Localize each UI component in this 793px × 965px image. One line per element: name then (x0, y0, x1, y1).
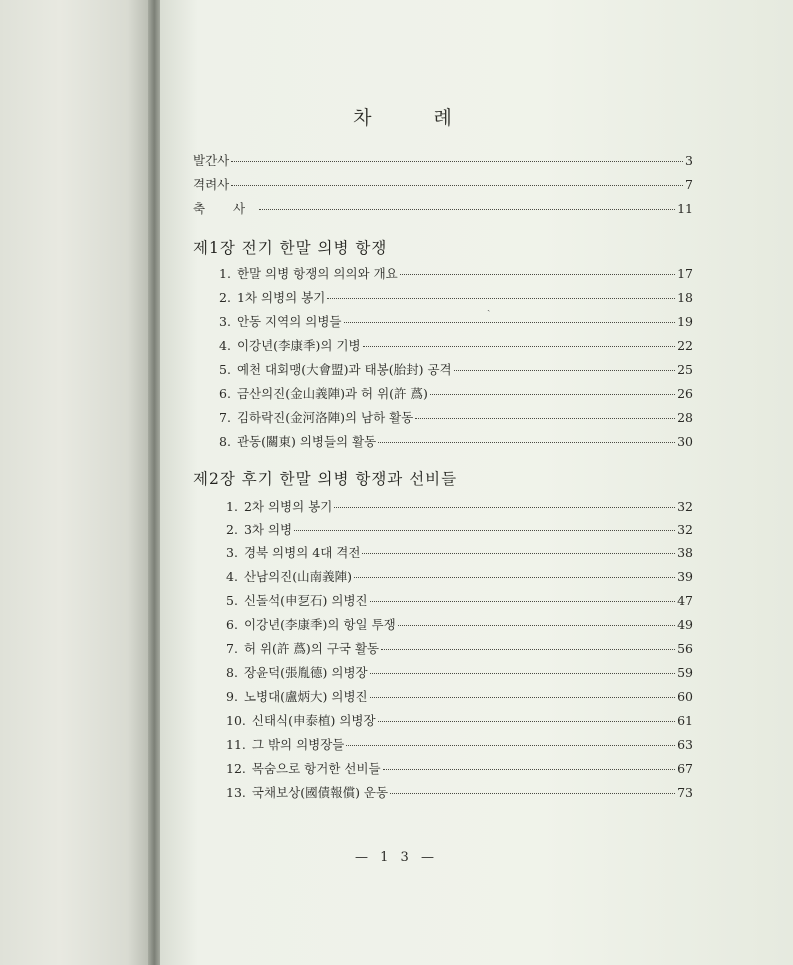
toc-page-number: 63 (677, 737, 693, 752)
leader-dots (398, 625, 675, 626)
toc-item[interactable] (226, 785, 693, 801)
toc-page-number: 30 (677, 434, 693, 449)
leader-dots (354, 577, 675, 578)
toc-label: 한말 의병 항쟁의 의의와 개요 (236, 266, 398, 281)
toc-page-number: 39 (677, 569, 693, 584)
toc-item[interactable] (226, 569, 693, 585)
toc-label: 국채보상(國債報償) 운동 (251, 785, 389, 800)
toc-page-number: 22 (677, 338, 693, 353)
toc-page-number: 73 (677, 785, 693, 800)
toc-label: 신돌석(申乭石) 의병진 (243, 593, 368, 608)
stray-mark: ˎ (487, 301, 491, 312)
toc-number: 12. (226, 761, 246, 776)
toc-item[interactable] (219, 314, 693, 330)
toc-item[interactable] (219, 434, 693, 450)
leader-dots (430, 394, 675, 395)
toc-label: 경북 의병의 4대 격전 (243, 545, 361, 560)
toc-front-matter-1[interactable] (193, 153, 693, 169)
leader-dots (370, 601, 675, 602)
toc-number: 5. (219, 362, 231, 377)
toc-number: 2. (226, 522, 238, 537)
toc-number: 8. (226, 665, 238, 680)
toc-item[interactable] (226, 641, 693, 657)
toc-item[interactable] (226, 689, 693, 705)
toc-label: 신태식(申泰植) 의병장 (251, 713, 376, 728)
toc-page-number: 26 (677, 386, 693, 401)
toc-label: 격려사 (193, 177, 230, 192)
leader-dots (370, 673, 675, 674)
toc-item[interactable] (226, 761, 693, 777)
chapter-2-heading: 제2장 후기 한말 의병 항쟁과 선비들 (193, 470, 458, 488)
toc-item[interactable] (226, 545, 693, 561)
toc-label: 노병대(盧炳大) 의병진 (243, 689, 368, 704)
leader-dots (344, 322, 676, 323)
toc-label: 허 위(許 蔿)의 구국 활동 (243, 641, 380, 656)
toc-number: 3. (226, 545, 238, 560)
toc-number: 7. (226, 641, 238, 656)
toc-item[interactable] (219, 338, 693, 354)
toc-page-number: 19 (677, 314, 693, 329)
toc-page-number: 3 (685, 153, 693, 168)
leader-dots (370, 697, 675, 698)
leader-dots (346, 745, 675, 746)
toc-number: 6. (219, 386, 231, 401)
toc-label: 이강년(李康秊)의 기병 (236, 338, 361, 353)
toc-page-number: 32 (677, 522, 693, 537)
toc-page-number: 25 (677, 362, 693, 377)
toc-label: 김하락진(金河洛陣)의 남하 활동 (236, 410, 414, 425)
toc-number: 7. (219, 410, 231, 425)
toc-item[interactable] (226, 665, 693, 681)
toc-item[interactable] (226, 522, 693, 538)
leader-dots (362, 553, 675, 554)
toc-number: 8. (219, 434, 231, 449)
leader-dots (363, 346, 675, 347)
leader-dots (294, 530, 675, 531)
toc-number: 6. (226, 617, 238, 632)
page-folio: — 1 3 — (355, 850, 438, 865)
chapter-1-heading: 제1장 전기 한말 의병 항쟁 (193, 239, 388, 257)
toc-item[interactable] (219, 290, 693, 306)
leader-dots (378, 442, 675, 443)
toc-page-number: 56 (677, 641, 693, 656)
toc-page-number: 32 (677, 499, 693, 514)
leader-dots (390, 793, 675, 794)
toc-label: 금산의진(金山義陣)과 허 위(許 蔿) (236, 386, 428, 401)
leader-dots (383, 769, 676, 770)
leader-dots (259, 209, 675, 210)
toc-label: 이강년(李康秊)의 항일 투쟁 (243, 617, 396, 632)
toc-front-matter-3[interactable] (193, 201, 693, 217)
leader-dots (334, 507, 675, 508)
toc-page-number: 38 (677, 545, 693, 560)
leader-dots (231, 161, 683, 162)
toc-number: 5. (226, 593, 238, 608)
toc-label: 목숨으로 항거한 선비들 (251, 761, 381, 776)
toc-page-number: 17 (677, 266, 693, 281)
toc-number: 1. (226, 499, 238, 514)
toc-number: 3. (219, 314, 231, 329)
toc-label: 3차 의병 (243, 522, 293, 537)
toc-item[interactable] (226, 737, 693, 753)
toc-page-number: 28 (677, 410, 693, 425)
leader-dots (381, 649, 675, 650)
toc-number: 4. (226, 569, 238, 584)
leader-dots (231, 185, 683, 186)
toc-item[interactable] (226, 617, 693, 633)
toc-label: 그 밖의 의병장들 (251, 737, 345, 752)
toc-page-number: 67 (677, 761, 693, 776)
toc-label: 장윤덕(張胤德) 의병장 (243, 665, 368, 680)
page-title: 차 례 (353, 107, 480, 129)
toc-page-number: 49 (677, 617, 693, 632)
toc-page-number: 11 (677, 201, 693, 216)
toc-item[interactable] (219, 266, 693, 282)
leader-dots (378, 721, 676, 722)
leader-dots (400, 274, 675, 275)
toc-number: 1. (219, 266, 231, 281)
toc-item[interactable] (219, 410, 693, 426)
toc-label: 발간사 (193, 153, 230, 168)
toc-page-number: 60 (677, 689, 693, 704)
toc-label: 관동(關東) 의병들의 활동 (236, 434, 377, 449)
toc-page-number: 61 (677, 713, 693, 728)
toc-label: 1차 의병의 봉기 (236, 290, 326, 305)
toc-label: 축 사 (193, 201, 258, 216)
leader-dots (327, 298, 675, 299)
toc-page-number: 47 (677, 593, 693, 608)
toc-page-number: 59 (677, 665, 693, 680)
toc-number: 4. (219, 338, 231, 353)
toc-item[interactable] (226, 713, 693, 729)
toc-item[interactable] (219, 386, 693, 402)
toc-item[interactable] (226, 499, 693, 515)
toc-number: 11. (226, 737, 246, 752)
toc-label: 2차 의병의 봉기 (243, 499, 333, 514)
toc-item[interactable] (219, 362, 693, 378)
toc-item[interactable] (226, 593, 693, 609)
toc-page-number: 7 (685, 177, 693, 192)
toc-label: 안동 지역의 의병들 (236, 314, 342, 329)
toc-number: 13. (226, 785, 246, 800)
toc-label: 산남의진(山南義陣) (243, 569, 352, 584)
toc-label: 예천 대회맹(大會盟)과 태봉(胎封) 공격 (236, 362, 452, 377)
toc-page-number: 18 (677, 290, 693, 305)
toc-number: 9. (226, 689, 238, 704)
toc-front-matter-2[interactable] (193, 177, 693, 193)
toc-number: 2. (219, 290, 231, 305)
leader-dots (454, 370, 675, 371)
toc-number: 10. (226, 713, 246, 728)
leader-dots (415, 418, 675, 419)
